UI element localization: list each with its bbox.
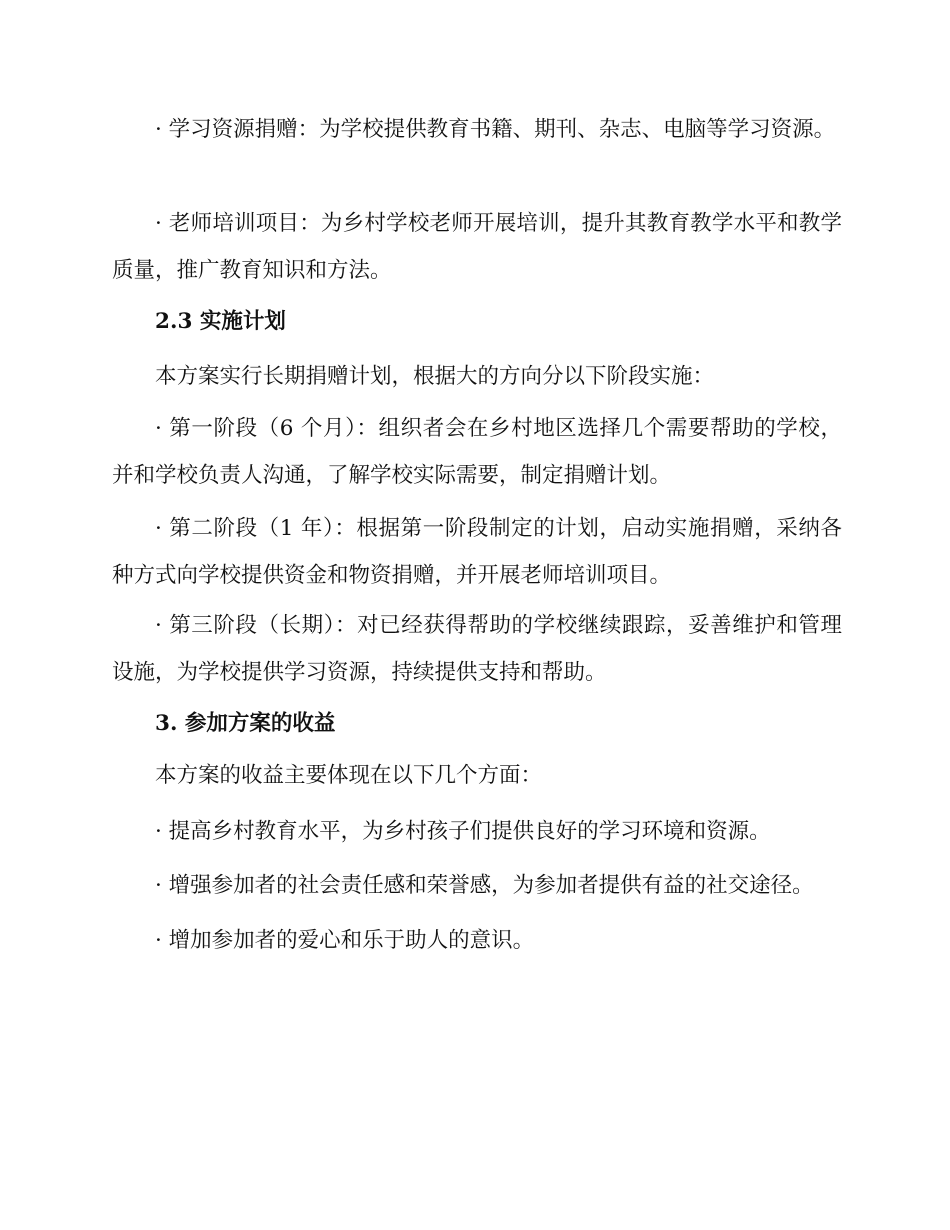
paragraph-learning-resources: · 学习资源捐赠：为学校提供教育书籍、期刊、杂志、电脑等学习资源。 xyxy=(155,117,836,142)
paragraph-phase-one: · 第一阶段（6 个月）：组织者会在乡村地区选择几个需要帮助的学校，并和学校负责人沟通，了解学校实际需要，制定捐赠计划。 xyxy=(112,416,842,488)
paragraph-benefits-intro: 本方案的收益主要体现在以下几个方面： xyxy=(155,763,543,788)
paragraph-phase-two: · 第二阶段（1 年）：根据第一阶段制定的计划，启动实施捐赠，采纳各种方式向学校提供资金和物资捐赠，并开展老师培训项目。 xyxy=(112,516,842,588)
section-heading-2-3: 2.3 实施计划 xyxy=(155,309,286,334)
paragraph-teacher-training: · 老师培训项目：为乡村学校老师开展培训，提升其教育教学水平和教学质量，推广教育知识和方法。 xyxy=(112,211,842,283)
paragraph-phase-three: · 第三阶段（长期）：对已经获得帮助的学校继续跟踪，妥善维护和管理设施，为学校提供学习资源，持续提供支持和帮助。 xyxy=(112,613,842,685)
section-heading-3: 3. 参加方案的收益 xyxy=(155,711,336,736)
paragraph-benefit-responsibility: · 增强参加者的社会责任感和荣誉感，为参加者提供有益的社交途径。 xyxy=(155,873,814,898)
paragraph-plan-intro: 本方案实行长期捐赠计划，根据大的方向分以下阶段实施： xyxy=(155,364,715,389)
paragraph-benefit-education: · 提高乡村教育水平，为乡村孩子们提供良好的学习环境和资源。 xyxy=(155,819,771,844)
paragraph-benefit-kindness: · 增加参加者的爱心和乐于助人的意识。 xyxy=(155,928,535,953)
